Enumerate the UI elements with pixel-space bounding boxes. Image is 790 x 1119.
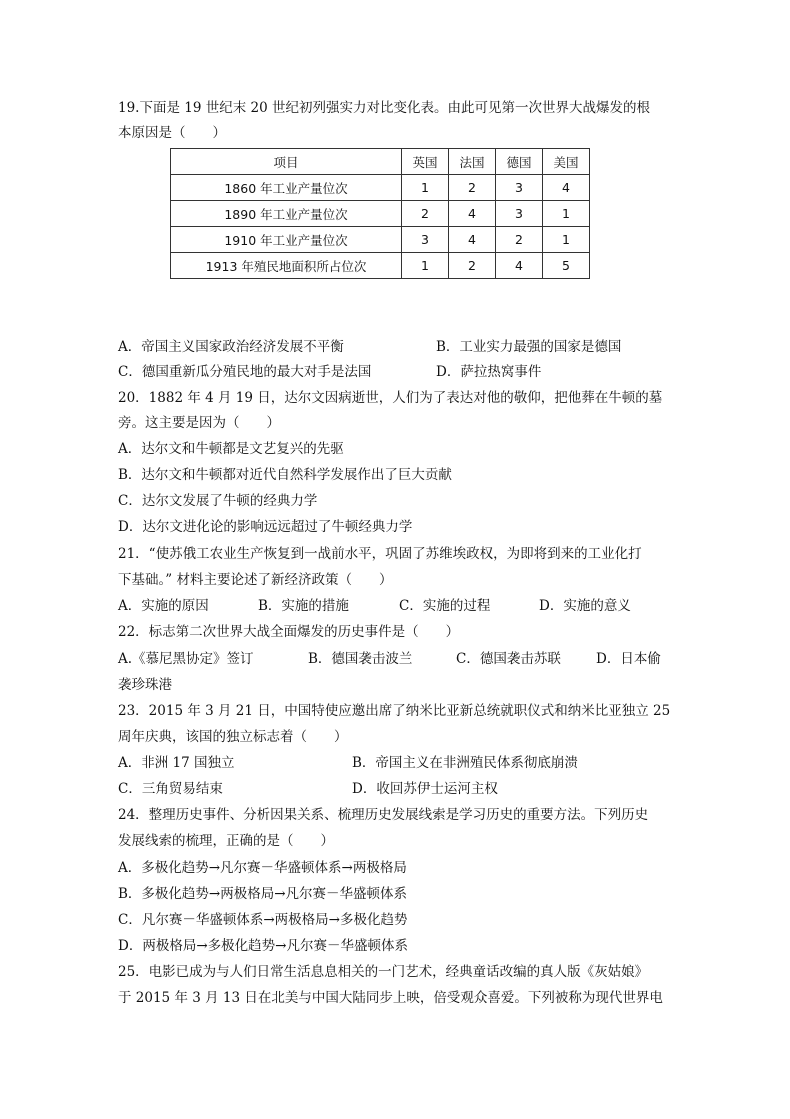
q23-option-a[interactable]: A．非洲 17 国独立 [118,755,235,771]
table-cell: 3 [496,175,543,201]
table-cell: 5 [543,253,590,279]
q23-stem-line2: 周年庆典，该国的独立标志着（ ） [118,729,348,745]
table-cell: 2 [449,175,496,201]
q23-option-d[interactable]: D．收回苏伊士运河主权 [352,781,498,797]
table-cell: 4 [543,175,590,201]
table-cell: 2 [496,227,543,253]
table-header-cell: 英国 [402,149,449,175]
table-cell: 4 [449,227,496,253]
table-header-cell: 德国 [496,149,543,175]
q22-option-b[interactable]: B．德国袭击波兰 [308,651,413,667]
table-cell: 1 [543,201,590,227]
q20-stem-line1: 20．1882 年 4 月 19 日，达尔文因病逝世，人们为了表达对他的敬仰，把他葬在牛顿的墓 [118,390,663,406]
q23-option-c[interactable]: C．三角贸易结束 [118,781,223,797]
q19-option-b[interactable]: B．工业实力最强的国家是德国 [436,339,622,355]
q19-option-d[interactable]: D．萨拉热窝事件 [436,364,542,380]
q19-stem-line2: 本原因是（ ） [118,125,226,141]
q25-stem-line1: 25．电影已成为与人们日常生活息息相关的一门艺术，经典童话改编的真人版《灰姑娘》 [118,964,649,980]
q24-option-d[interactable]: D．两极格局→多极化趋势→凡尔赛－华盛顿体系 [118,938,408,954]
table-cell: 4 [449,201,496,227]
q20-option-c[interactable]: C．达尔文发展了牛顿的经典力学 [118,493,318,509]
q20-option-d[interactable]: D．达尔文进化论的影响远远超过了牛顿经典力学 [118,519,413,535]
table-cell: 1 [543,227,590,253]
q22-option-d-continued: 袭珍珠港 [118,677,172,693]
table-header-cell: 法国 [449,149,496,175]
q22-option-a[interactable]: A.《慕尼黑协定》签订 [118,651,254,667]
table-cell: 1913 年殖民地面积所占位次 [171,253,402,279]
q19-option-a[interactable]: A．帝国主义国家政治经济发展不平衡 [118,339,344,355]
q24-option-c[interactable]: C．凡尔赛－华盛顿体系→两极格局→多极化趋势 [118,912,408,928]
table-header-cell: 美国 [543,149,590,175]
q20-stem-line2: 旁。这主要是因为（ ） [118,415,280,431]
q21-option-c[interactable]: C．实施的过程 [399,598,491,614]
q20-option-a[interactable]: A．达尔文和牛顿都是文艺复兴的先驱 [118,441,344,457]
q24-stem-line1: 24．整理历史事件、分析因果关系、梳理历史发展线索是学习历史的重要方法。下列历史 [118,807,649,823]
q21-stem-line2: 下基础。” 材料主要论述了新经济政策（ ） [118,572,393,588]
table-cell: 1 [402,175,449,201]
q24-option-a[interactable]: A．多极化趋势→凡尔赛－华盛顿体系→两极格局 [118,860,407,876]
table-cell: 3 [402,227,449,253]
table-header-row [171,149,590,175]
q21-option-b[interactable]: B．实施的措施 [258,598,349,614]
table-cell: 1890 年工业产量位次 [171,201,402,227]
q22-option-d[interactable]: D．日本偷 [596,651,661,667]
q19-stem-line1: 19.下面是 19 世纪末 20 世纪初列强实力对比变化表。由此可见第一次世界大战爆发的根 [118,100,650,116]
table-cell: 2 [402,201,449,227]
table-row [171,201,590,227]
q22-option-c[interactable]: C．德国袭击苏联 [456,651,561,667]
table-row [171,253,590,279]
q23-option-b[interactable]: B．帝国主义在非洲殖民体系彻底崩溃 [352,755,578,771]
table-cell: 3 [496,201,543,227]
q22-stem-line1: 22．标志第二次世界大战全面爆发的历史事件是（ ） [118,624,460,640]
table-row [171,175,590,201]
q21-option-a[interactable]: A．实施的原因 [118,598,209,614]
table-header-cell: 项目 [171,149,402,175]
table-cell: 1860 年工业产量位次 [171,175,402,201]
q19-option-c[interactable]: C．德国重新瓜分殖民地的最大对手是法国 [118,364,372,380]
table-cell: 1910 年工业产量位次 [171,227,402,253]
q23-stem-line1: 23．2015 年 3 月 21 日，中国特使应邀出席了纳米比亚新总统就职仪式和纳米比亚独立 25 [118,703,671,719]
q24-option-b[interactable]: B．多极化趋势→两极格局→凡尔赛－华盛顿体系 [118,886,408,902]
table-cell: 1 [402,253,449,279]
q19-table [170,148,590,279]
table-row [171,227,590,253]
table-cell: 2 [449,253,496,279]
q21-stem-line1: 21．“使苏俄工农业生产恢复到一战前水平，巩固了苏维埃政权，为即将到来的工业化打 [118,546,642,562]
q25-stem-line2: 于 2015 年 3 月 13 日在北美与中国大陆同步上映，倍受观众喜爱。下列被称为现代世界电 [118,990,663,1006]
q20-option-b[interactable]: B．达尔文和牛顿都对近代自然科学发展作出了巨大贡献 [118,467,452,483]
q21-option-d[interactable]: D．实施的意义 [539,598,631,614]
q24-stem-line2: 发展线索的梳理，正确的是（ ） [118,833,334,849]
table-cell: 4 [496,253,543,279]
